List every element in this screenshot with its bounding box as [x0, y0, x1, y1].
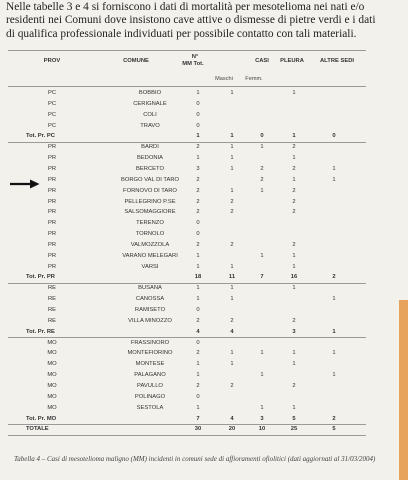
cell-pleura: 1 — [292, 133, 296, 140]
table-row — [8, 294, 366, 304]
cell-prov: MO — [47, 350, 57, 357]
cell-comune: BARDI — [141, 144, 159, 151]
cell-femm: 1 — [260, 144, 264, 151]
header-casi: CASI — [255, 58, 269, 64]
cell-prov: PR — [47, 209, 57, 216]
table-row — [8, 164, 366, 174]
cell-pleura: 3 — [292, 328, 296, 335]
table-row — [8, 110, 366, 120]
cell-altre-sedi: 2 — [332, 274, 336, 281]
cell-prov: MO — [47, 382, 57, 389]
cell-prov: RE — [47, 296, 57, 303]
table-row — [8, 251, 366, 261]
cell-comune: FRASSINORO — [130, 339, 170, 346]
cell-prov: PC — [47, 111, 57, 118]
cell-maschi: 2 — [230, 241, 234, 248]
cell-mm-total: 0 — [196, 220, 200, 227]
cell-maschi: 1 — [230, 350, 234, 357]
cell-altre-sedi: 1 — [332, 296, 336, 303]
cell-maschi: 1 — [230, 285, 234, 292]
cell-mm-total: 1 — [196, 285, 200, 292]
table-row — [8, 186, 366, 196]
cell-mm-total: 2 — [196, 382, 200, 389]
table-row — [8, 218, 366, 228]
cell-comune: VALMOZZOLA — [130, 241, 170, 248]
cell-prov: PC — [47, 122, 57, 129]
table-row — [8, 283, 366, 293]
cell-femm: 7 — [260, 274, 264, 281]
cell-pleura: 5 — [292, 415, 296, 422]
cell-femm: 1 — [260, 350, 264, 357]
cell-pleura: 1 — [292, 176, 296, 183]
cell-mm-total: 1 — [196, 155, 200, 162]
cell-prov: PR — [47, 263, 57, 270]
cell-comune: TERENZO — [136, 220, 164, 227]
cell-prov: PR — [47, 144, 57, 151]
table-row — [8, 121, 366, 131]
cell-mm-total: 2 — [196, 209, 200, 216]
cell-maschi: 4 — [230, 415, 234, 422]
cell-pleura: 1 — [292, 404, 296, 411]
table-row — [8, 359, 366, 369]
cell-mm-total: 1 — [196, 263, 200, 270]
cell-prov: RE — [47, 317, 57, 324]
cell-mm-total: 0 — [196, 231, 200, 238]
cell-maschi: 1 — [230, 133, 234, 140]
cell-femm: 3 — [260, 415, 264, 422]
cell-pleura: 1 — [292, 263, 296, 270]
total-row — [8, 424, 366, 434]
cell-prov: Tot. Pr. PC — [26, 133, 55, 140]
table-row — [8, 262, 366, 272]
cell-maschi: 1 — [230, 187, 234, 194]
cell-comune: CANOSSA — [135, 296, 165, 303]
table-header-rule — [8, 86, 366, 87]
table-row — [8, 175, 366, 185]
table-row — [8, 370, 366, 380]
cell-comune: SALSOMAGGIORE — [124, 209, 176, 216]
table-row — [8, 240, 366, 250]
cell-comune: SESTOLA — [136, 404, 164, 411]
cell-mm-total: 0 — [196, 122, 200, 129]
cell-mm-total: 30 — [194, 426, 202, 433]
total-row — [8, 131, 366, 141]
header-mm-line1: N° — [191, 54, 199, 60]
cell-altre-sedi: 1 — [332, 350, 336, 357]
cell-mm-total: 7 — [196, 415, 200, 422]
cell-prov: MO — [47, 339, 57, 346]
cell-maschi: 1 — [230, 90, 234, 96]
cell-prov: Tot. Pr. PR — [26, 274, 55, 281]
table-row — [8, 197, 366, 207]
cell-prov: PC — [47, 100, 57, 107]
cell-prov: PR — [47, 241, 57, 248]
cell-pleura: 2 — [292, 144, 296, 151]
table-row — [8, 305, 366, 315]
intro-line: Nelle tabelle 3 e 4 si forniscono i dati di mortalità per mesotelioma nei nati e/o — [6, 1, 365, 13]
cell-comune: BEDONIA — [136, 155, 164, 162]
cell-mm-total: 1 — [196, 404, 200, 411]
cell-maschi: 2 — [230, 317, 234, 324]
cell-mm-total: 1 — [196, 133, 200, 140]
cell-femm: 0 — [260, 133, 264, 140]
cell-maschi: 2 — [230, 382, 234, 389]
cell-comune: PALAGANO — [134, 372, 166, 379]
cell-maschi: 1 — [230, 296, 234, 303]
cell-maschi: 1 — [230, 155, 234, 162]
table-top-rule — [8, 50, 366, 51]
header-altre-sedi: ALTRE SEDI — [319, 58, 355, 64]
cell-altre-sedi: 2 — [332, 415, 336, 422]
table-row — [8, 229, 366, 239]
total-row — [8, 272, 366, 282]
cell-mm-total: 1 — [196, 296, 200, 303]
intro-line: residenti nei Comuni dove insistono cave attive o dismesse di pietre verdi e i dati — [6, 14, 376, 27]
cell-pleura: 2 — [292, 317, 296, 324]
cell-mm-total: 2 — [196, 198, 200, 205]
cell-pleura: 1 — [292, 90, 296, 96]
cell-mm-total: 3 — [196, 165, 200, 172]
cell-prov: RE — [47, 307, 57, 313]
cell-maschi: 2 — [230, 209, 234, 216]
cell-mm-total: 2 — [196, 317, 200, 324]
cell-maschi: 1 — [230, 263, 234, 270]
cell-femm: 2 — [260, 165, 264, 172]
cell-pleura: 16 — [290, 274, 298, 281]
cell-mm-total: 0 — [196, 339, 200, 346]
cell-comune: VILLA MINOZZO — [128, 317, 172, 324]
cell-mm-total: 2 — [196, 176, 200, 183]
cell-prov: MO — [47, 393, 57, 400]
cell-prov: PR — [47, 198, 57, 205]
cell-altre-sedi: 1 — [332, 372, 336, 379]
table-row — [8, 153, 366, 163]
header-prov: PROV — [43, 58, 61, 64]
cell-comune: PAVULLO — [137, 382, 163, 389]
cell-femm: 1 — [260, 372, 264, 379]
cell-mm-total: 1 — [196, 372, 200, 379]
cell-femm: 10 — [258, 426, 266, 433]
cell-prov: MO — [47, 361, 57, 368]
header-pleura: PLEURA — [280, 58, 304, 64]
table-row — [8, 348, 366, 358]
cell-mm-total: 2 — [196, 241, 200, 248]
cell-maschi: 11 — [228, 274, 236, 281]
cell-prov: Tot. Pr. RE — [26, 328, 55, 335]
cell-prov: PR — [47, 187, 57, 194]
chapter-tab — [399, 300, 408, 480]
cell-femm: 1 — [260, 187, 264, 194]
cell-prov: Tot. Pr. MO — [26, 415, 57, 422]
cell-pleura: 2 — [292, 382, 296, 389]
cell-maschi: 20 — [228, 426, 236, 433]
cell-pleura: 1 — [292, 285, 296, 292]
cell-prov: PR — [47, 165, 57, 172]
intro-paragraph — [6, 1, 382, 41]
header-mm-line2: MM Tot. — [182, 61, 204, 67]
cell-femm: 1 — [260, 404, 264, 411]
cell-pleura: 2 — [292, 198, 296, 205]
cell-comune: COLI — [143, 111, 157, 118]
cell-comune: FORNOVO DI TARO — [123, 187, 177, 194]
cell-altre-sedi: 1 — [332, 176, 336, 183]
cell-maschi: 1 — [230, 361, 234, 368]
table-row — [8, 142, 366, 152]
cell-comune: BUSANA — [138, 285, 162, 292]
cell-altre-sedi: 1 — [332, 328, 336, 335]
cell-maschi: 1 — [230, 144, 234, 151]
cell-prov: MO — [47, 404, 57, 411]
cell-comune: BERCETO — [136, 165, 164, 172]
cell-comune: MONTEFIORINO — [127, 350, 173, 357]
cell-pleura: 1 — [292, 350, 296, 357]
cell-mm-total: 0 — [196, 393, 200, 400]
table-row — [8, 403, 366, 413]
cell-prov: MO — [47, 372, 57, 379]
cell-prov: RE — [47, 285, 57, 292]
cell-comune: TRAVO — [140, 122, 160, 129]
cell-pleura: 1 — [292, 252, 296, 259]
table-row — [8, 316, 366, 326]
cell-prov: PC — [47, 90, 57, 96]
cell-pleura: 2 — [292, 187, 296, 194]
cell-comune: PELLEGRINO P.SE — [124, 198, 176, 205]
cell-mm-total: 2 — [196, 144, 200, 151]
cell-mm-total: 18 — [194, 274, 202, 281]
cell-mm-total: 4 — [196, 328, 200, 335]
total-rule — [8, 435, 366, 436]
table-caption: Tabella 4 – Casi di mesotelioma maligno (MM) incidenti in comuni sede di affioramenti ofiolitici (dati aggiornati al 31/03/2004) — [14, 455, 376, 463]
cell-mm-total: 2 — [196, 350, 200, 357]
intro-line: di qualifica professionale individuati per possibile contatto con tali materiali. — [6, 27, 357, 40]
cell-mm-total: 0 — [196, 111, 200, 118]
cell-prov: PR — [47, 252, 57, 259]
pointer-arrow-icon — [10, 179, 40, 189]
cell-comune: RAMISETO — [134, 307, 166, 313]
cell-pleura: 25 — [290, 426, 298, 433]
cell-pleura: 1 — [292, 155, 296, 162]
cell-maschi: 4 — [230, 328, 234, 335]
cell-comune: MONTESE — [135, 361, 165, 368]
cell-comune: BORGO VAL DI TARO — [120, 176, 180, 183]
cell-comune: BOBBIO — [138, 90, 162, 96]
total-row — [8, 414, 366, 424]
cell-altre-sedi: 1 — [332, 165, 336, 172]
cell-prov: PR — [47, 220, 57, 227]
cell-mm-total: 0 — [196, 307, 200, 313]
cell-prov: TOTALE — [26, 426, 49, 433]
header-comune: COMUNE — [123, 58, 149, 64]
table-row — [8, 381, 366, 391]
cell-prov: PR — [47, 155, 57, 162]
cell-comune: POLINAGO — [134, 393, 166, 400]
cell-pleura: 2 — [292, 165, 296, 172]
cell-mm-total: 1 — [196, 252, 200, 259]
cell-mm-total: 2 — [196, 187, 200, 194]
total-row — [8, 327, 366, 337]
cell-comune: CERIGNALE — [133, 100, 167, 107]
cell-pleura: 2 — [292, 209, 296, 216]
cell-altre-sedi: 5 — [332, 426, 336, 433]
table-row — [8, 88, 366, 98]
cell-comune: VARSI — [141, 263, 159, 270]
header-femm: Femm. — [245, 76, 263, 82]
cell-prov: PR — [47, 176, 57, 183]
cell-mm-total: 0 — [196, 100, 200, 107]
cell-mm-total: 1 — [196, 90, 200, 96]
cell-femm: 1 — [260, 252, 264, 259]
cell-prov: PR — [47, 231, 57, 238]
cell-femm: 2 — [260, 176, 264, 183]
cell-pleura: 1 — [292, 361, 296, 368]
table-row — [8, 207, 366, 217]
cell-pleura: 2 — [292, 241, 296, 248]
table-row — [8, 392, 366, 402]
table-row — [8, 338, 366, 348]
header-maschi: Maschi — [215, 76, 233, 82]
cell-comune: VARANO MELEGARI — [122, 252, 178, 259]
cell-maschi: 1 — [230, 165, 234, 172]
cell-altre-sedi: 0 — [332, 133, 336, 140]
cell-comune: TORNOLO — [135, 231, 165, 238]
table-row — [8, 99, 366, 109]
cell-mm-total: 1 — [196, 361, 200, 368]
cell-maschi: 2 — [230, 198, 234, 205]
